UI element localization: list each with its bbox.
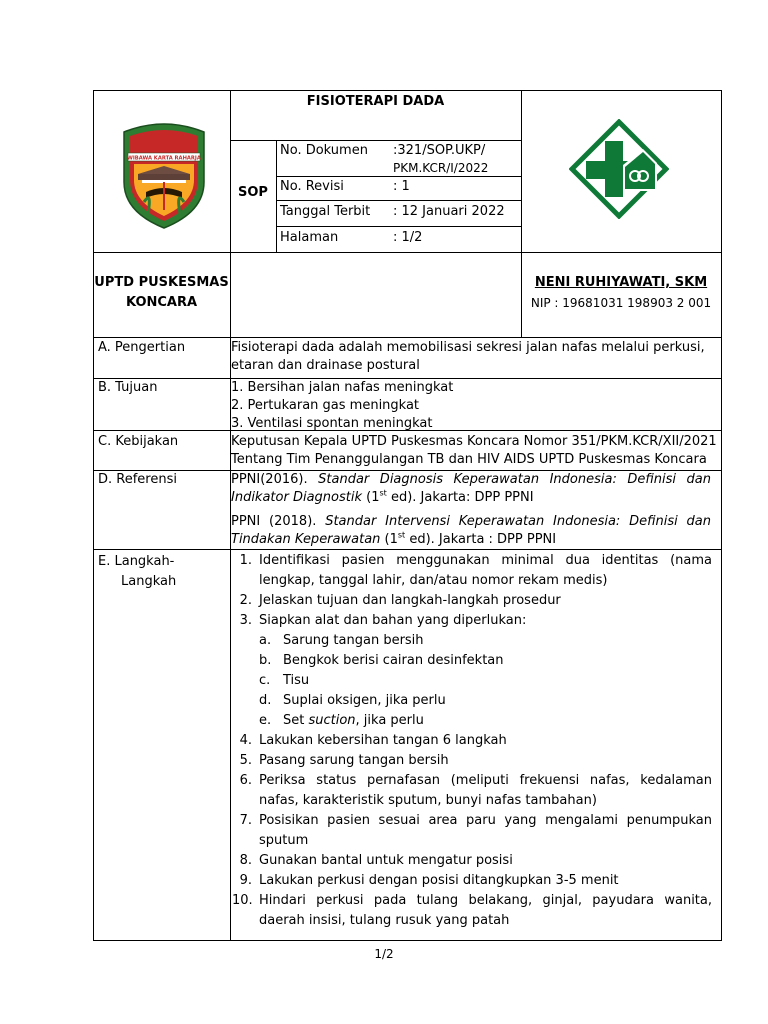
list-subitem: a. Sarung tangan bersih — [259, 633, 424, 648]
regency-crest-icon — [120, 120, 208, 230]
kebijakan-line1: Keputusan Kepala UPTD Puskesmas Koncara Nomor 351/PKM.KCR/XII/2021 — [231, 434, 717, 449]
list-item: 7. Posisikan pasien sesuai area paru yang mengalami penumpukan sputum — [239, 813, 712, 848]
tujuan-item: 1. Bersihan jalan nafas meningkat — [231, 380, 454, 395]
meta-value-dokumen-2: PKM.KCR/I/2022 — [393, 161, 489, 175]
signer-nip: NIP : 19681031 198903 2 001 — [530, 296, 712, 310]
langkah-list — [232, 551, 712, 931]
meta-label-halaman: Halaman — [280, 230, 339, 245]
meta-value-terbit: : 12 Januari 2022 — [393, 204, 505, 219]
referensi-item-1: PPNI(2016). Standar Diagnosis Keperawatan Indonesia: Definisi dan Indikator Diagnostik (1st ed). Jakarta: DPP PPNI — [231, 472, 712, 505]
svg-text:WIBAWA KARTA RAHARJA: WIBAWA KARTA RAHARJA — [127, 155, 201, 162]
list-subitem: c. Tisu — [259, 673, 310, 688]
meta-label-terbit: Tanggal Terbit — [280, 204, 371, 219]
org-name-line2: KONCARA — [125, 295, 198, 310]
document-title: FISIOTERAPI DADA — [306, 94, 445, 109]
meta-value-revisi: : 1 — [393, 179, 410, 194]
list-item: 4. Lakukan kebersihan tangan 6 langkah — [239, 733, 507, 748]
section-label-kebijakan: C. Kebijakan — [98, 434, 179, 449]
pengertian-line1: Fisioterapi dada adalah memobilisasi sekresi jalan nafas melalui perkusi, — [231, 340, 705, 355]
signer-name: NENI RUHIYAWATI, SKM — [534, 275, 708, 290]
list-item: 6. Periksa status pernafasan (meliputi frekuensi nafas, kedalaman nafas, karakteristik sputum, bunyi nafas tambahan) — [239, 773, 712, 808]
sop-label: SOP — [238, 185, 268, 200]
section-label-referensi: D. Referensi — [98, 472, 177, 487]
meta-label-dokumen: No. Dokumen — [280, 143, 368, 158]
list-subitem: b. Bengkok berisi cairan desinfektan — [259, 653, 504, 668]
meta-value-halaman: : 1/2 — [393, 230, 423, 245]
tujuan-item: 2. Pertukaran gas meningkat — [231, 398, 420, 413]
list-item: 8. Gunakan bantal untuk mengatur posisi — [239, 853, 513, 868]
list-subitem: d. Suplai oksigen, jika perlu — [259, 693, 446, 708]
meta-label-revisi: No. Revisi — [280, 179, 344, 194]
section-label-tujuan: B. Tujuan — [98, 380, 158, 395]
pengertian-line2: etaran dan drainase postural — [231, 358, 420, 373]
list-item: 2. Jelaskan tujuan dan langkah-langkah prosedur — [239, 593, 561, 608]
tujuan-item: 3. Ventilasi spontan meningkat — [231, 416, 433, 431]
list-subitem: e. Set suction, jika perlu — [259, 713, 424, 728]
list-item: 9. Lakukan perkusi dengan posisi ditangkupkan 3-5 menit — [239, 873, 619, 888]
section-label-langkah-2: Langkah — [121, 574, 177, 589]
kebijakan-line2: Tentang Tim Penanggulangan TB dan HIV AIDS UPTD Puskesmas Koncara — [231, 452, 707, 467]
list-item: 5. Pasang sarung tangan bersih — [239, 753, 449, 768]
list-item: 3. Siapkan alat dan bahan yang diperlukan: — [239, 613, 527, 628]
page-number: 1/2 — [374, 947, 394, 961]
list-item: 10. Hindari perkusi pada tulang belakang, ginjal, payudara wanita, daerah insisi, tulang rusuk yang patah — [232, 893, 712, 928]
list-item: 1. Identifikasi pasien menggunakan minimal dua identitas (nama lengkap, tanggal lahir, dan/atau nomor rekam medis) — [239, 553, 712, 588]
meta-value-dokumen-1: :321/SOP.UKP/ — [393, 143, 486, 158]
org-name-line1: UPTD PUSKESMAS — [94, 275, 229, 290]
section-label-langkah: E. Langkah- — [98, 554, 175, 569]
puskesmas-logo-icon — [569, 119, 669, 219]
referensi-item-2: PPNI (2018). Standar Intervensi Keperawatan Indonesia: Definisi dan Tindakan Keperawatan (1st ed). Jakarta : DPP PPNI — [231, 514, 711, 547]
section-label-pengertian: A. Pengertian — [98, 340, 186, 355]
